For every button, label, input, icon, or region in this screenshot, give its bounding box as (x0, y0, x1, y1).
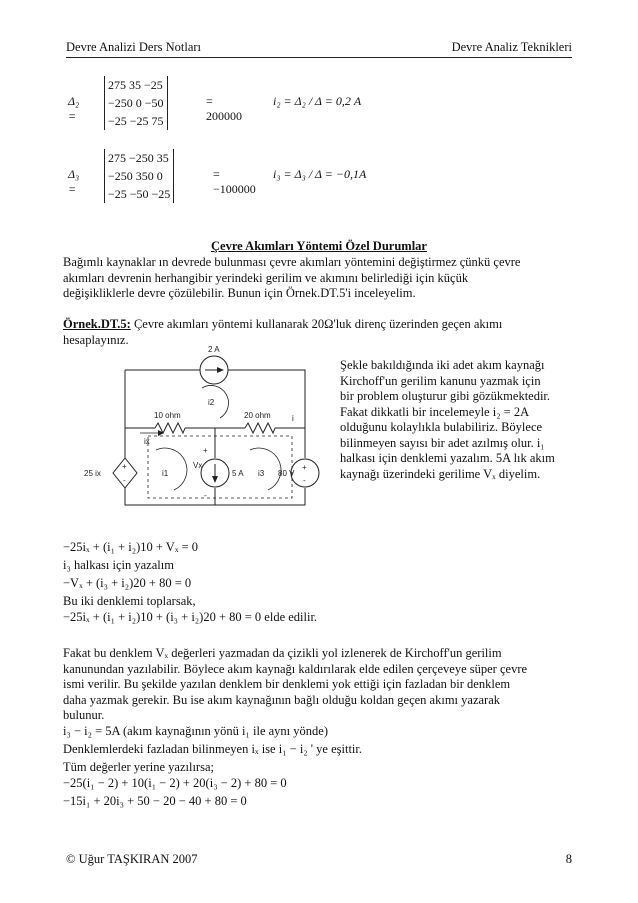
det3-row: −25 −50 −25 (108, 187, 171, 201)
cur-source-label: 5 A (232, 469, 244, 478)
equation-line: i₃ halkası için yazalım (63, 558, 174, 572)
top-source-label: 2 A (208, 345, 220, 354)
equation-line: −25iₓ + (i₁ + i₂)10 + (i₃ + i₂)20 + 80 = 0 elde edilir. (63, 610, 318, 624)
resistor-20-ohm (245, 423, 275, 433)
vx-minus: - (204, 491, 207, 500)
det2-row: −250 0 −50 (108, 96, 164, 110)
dep-plus: + (122, 462, 127, 471)
i-label: i (292, 414, 294, 423)
det2-result: i₂ = Δ₂ / Δ = 0,2 A (273, 94, 362, 108)
det2-row: 275 35 −25 (108, 78, 163, 92)
side-line: Fakat dikkatli bir incelemeyle i₂ = 2A (340, 404, 530, 419)
side-line: bir problem oluşturur gibi gözükmektedir. (340, 389, 551, 403)
v-source-label: 80 V (278, 469, 295, 478)
side-line: kaynağı üzerindeki gerilime Vₓ diyelim. (340, 466, 541, 481)
equation-line: i₃ − i₂ = 5A (akım kaynağının yönü i₁ ile aynı yönde) (63, 724, 328, 738)
det3-label: Δ₃ = (68, 167, 80, 196)
dep-source-label: 25 ix (84, 469, 101, 478)
equation-line: −Vₓ + (i₃ + i₂)20 + 80 = 0 (63, 576, 192, 590)
mesh-i2-label: i2 (208, 398, 215, 407)
r-right-label: 20 ohm (244, 411, 271, 420)
det2-value: = 200000 (206, 94, 242, 123)
side-line: Şekle bakıldığında iki adet akım kaynağı (340, 358, 545, 372)
section-title: Çevre Akımları Yöntemi Özel Durumlar (211, 239, 427, 253)
v-plus: + (302, 463, 307, 472)
example-label: Örnek.DT.5: (63, 317, 131, 331)
r-left-label: 10 ohm (154, 411, 181, 420)
side-explanation (340, 358, 580, 482)
v-minus: - (303, 476, 306, 485)
dep-minus: - (123, 476, 126, 485)
example-text-2: hesaplayınız. (63, 332, 129, 347)
equation-line: −25(i₁ − 2) + 10(i₁ − 2) + 20(i₃ − 2) + 80 = 0 (63, 776, 287, 790)
para2-line: Fakat bu denklem Vₓ değerleri yazmadan da çizikli yol izlenerek de Kirchoff'un gerilim (63, 646, 502, 660)
side-line: halkası için denklemi yazalım. 5A lık akım (340, 451, 555, 465)
ix-label: ix (144, 437, 150, 446)
page-number: 8 (565, 852, 572, 866)
equation-line: Tüm değerler yerine yazılırsa; (63, 760, 214, 774)
det2-row: −25 −25 75 (108, 114, 164, 128)
circuit-diagram (70, 340, 335, 530)
det2-label: Δ₂ = (68, 94, 80, 123)
intro-paragraph (63, 255, 575, 302)
side-line: bilinmeyen sayısı bir adet azılmış olur. i₁ (340, 435, 545, 450)
det3-value: = −100000 (213, 167, 256, 196)
vx-label: Vx (193, 461, 203, 470)
intro-line: akımları devrenin herhangibir yerindeki gerilim ve akımını belirlediği için küçük (63, 270, 469, 285)
header-left: Devre Analizi Ders Notları (66, 40, 202, 54)
vx-plus: + (203, 446, 208, 455)
para2-line: bulunur. (63, 708, 105, 723)
intro-line: Bağımlı kaynaklar ın devrede bulunması çevre akımları yöntemini değiştirmez çünkü çevre (63, 255, 521, 269)
footer-left: © Uğur TAŞKIRAN 2007 (66, 852, 198, 866)
example-text: Çevre akımları yöntemi kullanarak 20Ω'luk direnç üzerinden geçen akımı (130, 317, 503, 331)
det3-row: 275 −250 35 (108, 151, 169, 165)
equation-line: Bu iki denklemi toplarsak, (63, 594, 196, 608)
det3-result: i₃ = Δ₃ / Δ = −0,1A (273, 167, 367, 181)
header-right: Devre Analiz Teknikleri (451, 40, 572, 54)
intro-line: değişikliklerle devre çözülebilir. Bunun için Örnek.DT.5'i inceleyelim. (63, 286, 416, 301)
equation-line: −25iₓ + (i₁ + i₂)10 + Vₓ = 0 (63, 540, 199, 554)
det3-row: −250 350 0 (108, 169, 163, 183)
equation-line: −15i₁ + 20i₃ + 50 − 20 − 40 + 80 = 0 (63, 794, 247, 808)
para2-line: kanunundan yazılabilir. Böylece akım kaynağı kaldırılarak elde edilen çerçeveye süper çevre (63, 661, 528, 676)
side-line: Kirchoff'un gerilim kanunu yazmak için (340, 373, 541, 388)
det3-matrix (104, 149, 174, 203)
side-line: olduğunu kolaylıkla bulabiliriz. Böylece (340, 420, 543, 434)
det2-matrix (104, 76, 168, 130)
mesh-i3-label: i3 (258, 469, 265, 478)
para2-line: ismi verilir. Bu şekilde yazılan denklem bir denklemi yok ettiği için fazladan bir denklem (63, 677, 511, 692)
page-header (66, 40, 572, 58)
equation-line: Denklemlerdeki fazladan bilinmeyen iₓ ise i₁ − i₂ ' ye eşittir. (63, 742, 362, 756)
supermesh-paragraph (63, 646, 575, 724)
mesh-i1-label: i1 (162, 469, 169, 478)
para2-line: daha yazmak gerekir. Bu ise akım kaynağının bağlı olduğu koldan geçen akımı yazarak (63, 692, 501, 707)
